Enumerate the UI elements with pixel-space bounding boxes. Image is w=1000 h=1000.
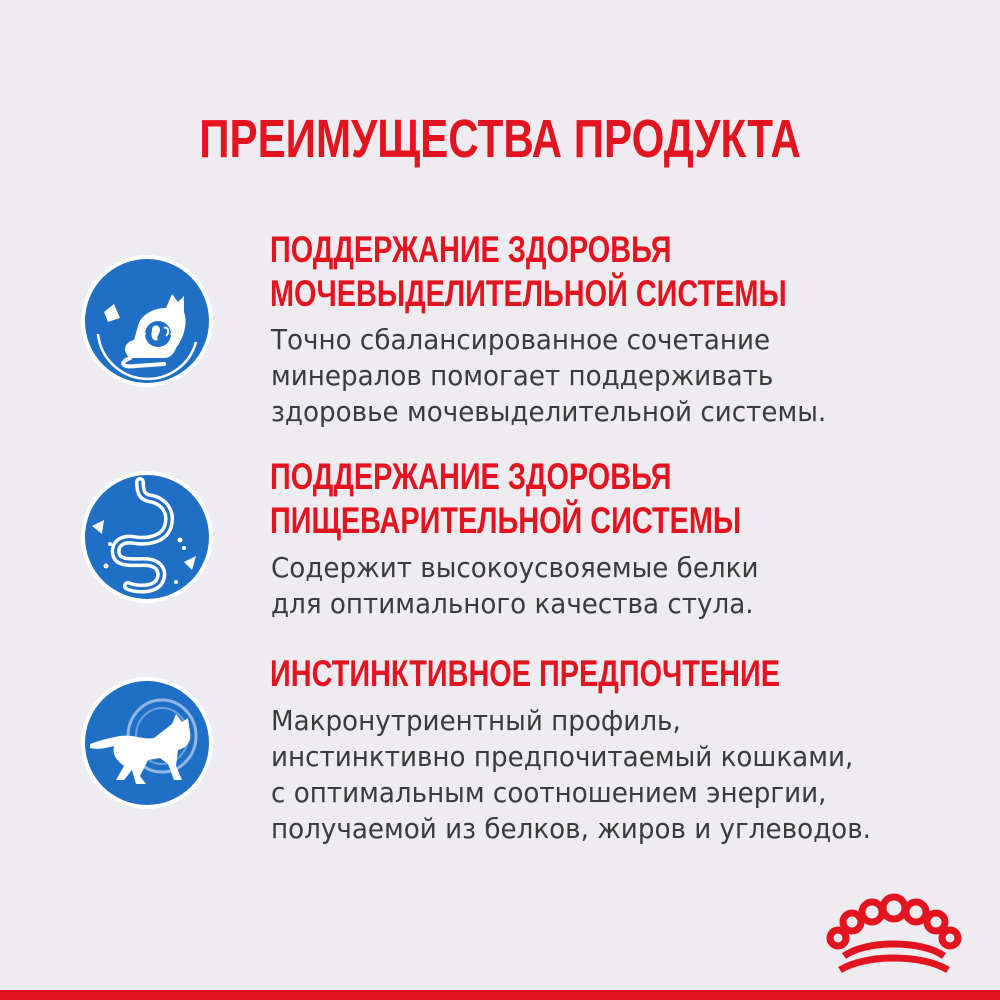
text-line: Макронутриентный профиль, [271,704,681,737]
benefit-title-urinary [270,228,787,316]
title-line: ИНСТИНКТИВНОЕ ПРЕДПОЧТЕНИЕ [270,653,781,694]
benefit-text-urinary [271,322,826,430]
walking-cat-icon [80,676,214,810]
title-line: ПОДДЕРЖАНИЕ ЗДОРОВЬЯ [270,456,672,497]
page-title: ПРЕИМУЩЕСТВА ПРОДУКТА [199,109,801,169]
text-line: с оптимальным соотношением энергии, [271,776,827,809]
digestive-system-icon [80,470,214,604]
text-line: получаемой из белков, жиров и углеводов. [271,812,871,845]
benefit-title-instinctive [270,652,780,696]
bottom-accent-bar [0,990,1000,1000]
text-line: Точно сбалансированное сочетание [271,323,771,356]
title-line: ПИЩЕВАРИТЕЛЬНОЙ СИСТЕМЫ [270,500,742,541]
text-line: инстинктивно предпочитаемый кошками, [271,740,854,773]
benefit-text-digestive [271,550,759,622]
text-line: здоровье мочевыделительной системы. [271,395,827,428]
benefit-title-digestive [270,455,741,543]
text-line: для оптимального качества стула. [271,587,754,620]
royal-canin-crown-logo [826,890,962,974]
text-line: минералов помогает поддерживать [271,359,774,392]
title-line: МОЧЕВЫДЕЛИТЕЛЬНОЙ СИСТЕМЫ [270,273,787,314]
benefit-text-instinctive [271,703,871,847]
text-line: Содержит высокоусвояемые белки [271,551,759,584]
title-line: ПОДДЕРЖАНИЕ ЗДОРОВЬЯ [270,229,672,270]
cat-kidney-icon [80,254,214,388]
